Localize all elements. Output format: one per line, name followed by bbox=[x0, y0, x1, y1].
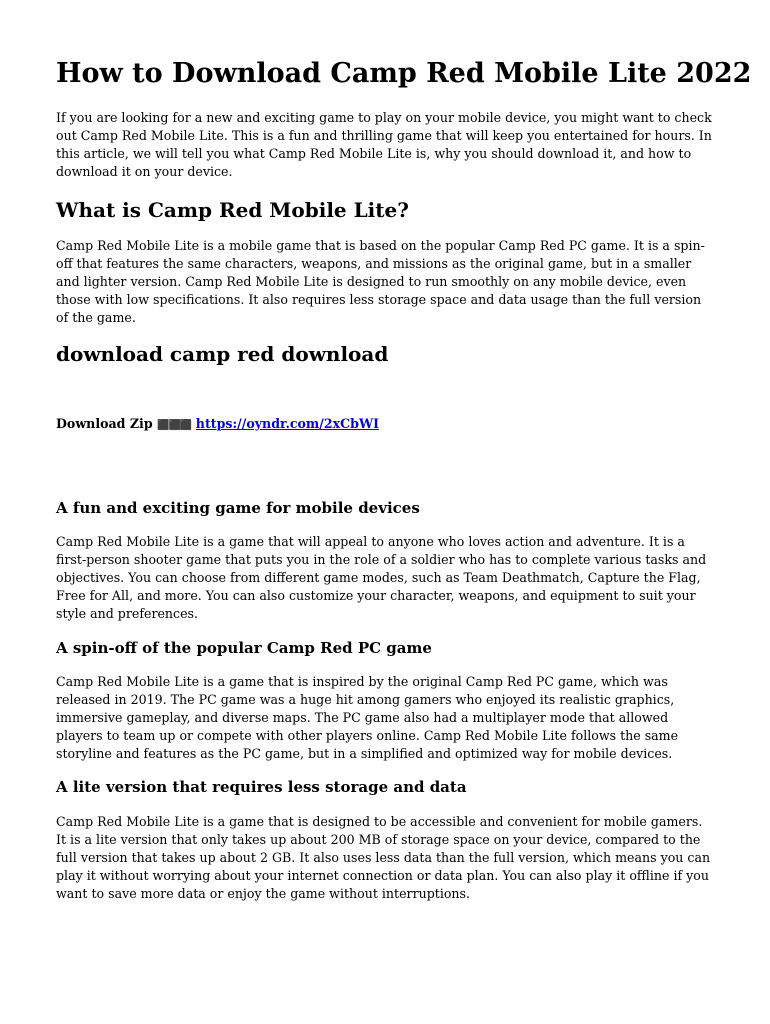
keyword-heading: download camp red download bbox=[56, 342, 389, 366]
download-link[interactable]: https://oyndr.com/2xCbWI bbox=[195, 416, 379, 431]
section-body-fun: Camp Red Mobile Lite is a game that will appeal to anyone who loves action and adventure. It is a first-person shooter game that puts you in the role of a soldier who has to complete various tasks and objectives. You can choose from different game modes, such as Team Deathmatch, Capture the Flag, Free for All, and more. You can also customize your character, weapons, and equipment to suit your style and preferences. bbox=[56, 534, 707, 621]
download-label: Download Zip bbox=[56, 416, 153, 431]
section-body-spinoff: Camp Red Mobile Lite is a game that is inspired by the original Camp Red PC game, which was released in 2019. The PC game was a huge hit among gamers who enjoyed its realistic graphics, immersive gameplay, and diverse maps. The PC game also had a multiplayer mode that allowed players to team up or compete with other players online. Camp Red Mobile Lite follows the same storyline and features as the PC game, but in a simplified and optimized way for mobile devices. bbox=[56, 674, 679, 761]
section-heading-what: What is Camp Red Mobile Lite? bbox=[56, 198, 409, 222]
page-title: How to Download Camp Red Mobile Lite 2022 bbox=[56, 58, 752, 89]
section-body-what: Camp Red Mobile Lite is a mobile game that is based on the popular Camp Red PC game. It is a spin-off that features the same characters, weapons, and missions as the original game, but in a smaller and lighter version. Camp Red Mobile Lite is designed to run smoothly on any mobile device, even those with low specifications. It also requires less storage space and data usage than the full version of the game. bbox=[56, 238, 705, 325]
intro-paragraph: If you are looking for a new and exciting game to play on your mobile device, you might want to check out Camp Red Mobile Lite. This is a fun and thrilling game that will keep you entertained for hours. In this article, we will tell you what Camp Red Mobile Lite is, why you should download it, and how to download it on your device. bbox=[56, 110, 712, 179]
section-heading-fun: A fun and exciting game for mobile devices bbox=[56, 499, 420, 517]
download-arrows-icon: ⬛⬛⬛ bbox=[157, 420, 192, 431]
section-heading-spinoff: A spin-off of the popular Camp Red PC game bbox=[56, 639, 432, 657]
section-body-lite: Camp Red Mobile Lite is a game that is designed to be accessible and convenient for mobile gamers. It is a lite version that only takes up about 200 MB of storage space on your device, compared to the full version that takes up about 2 GB. It also uses less data than the full version, which means you can play it without worrying about your internet connection or data plan. You can also play it offline if you want to save more data or enjoy the game without interruptions. bbox=[56, 814, 711, 901]
download-line bbox=[56, 415, 379, 435]
section-heading-lite: A lite version that requires less storage and data bbox=[56, 778, 467, 796]
